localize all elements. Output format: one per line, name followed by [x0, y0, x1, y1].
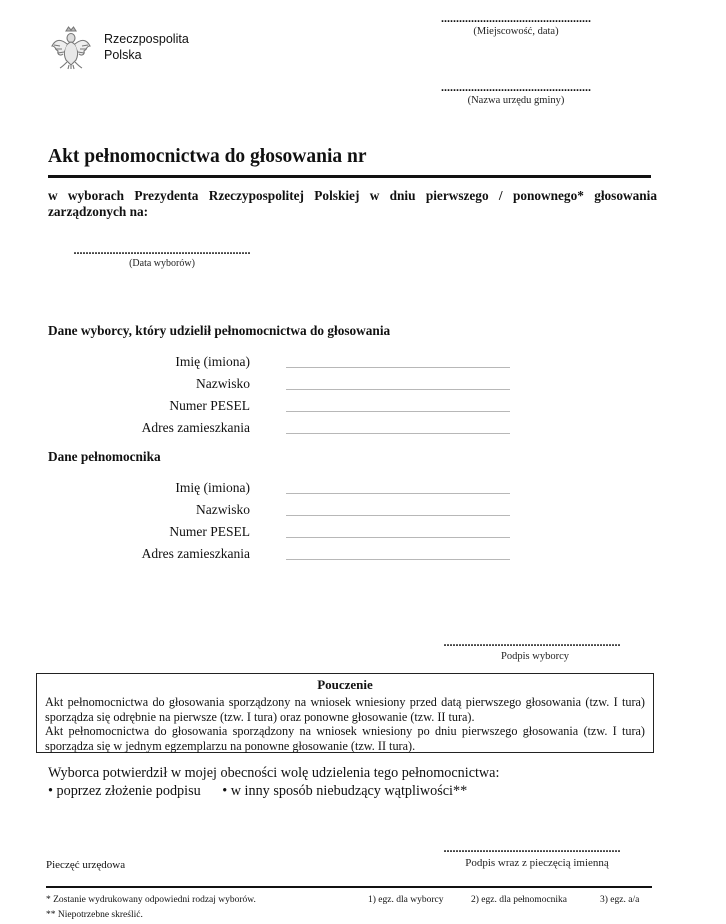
voter-section-heading: Dane wyborcy, który udzielił pełnomocnictwa do głosowania [48, 323, 391, 338]
footer-divider [46, 886, 652, 888]
notice-box [36, 673, 654, 753]
proxy-pesel-label: Numer PESEL [169, 524, 250, 539]
title-divider [48, 175, 651, 178]
voter-signature-caption: Podpis wyborcy [501, 651, 569, 662]
voter-signature-field[interactable] [418, 637, 646, 662]
intro-text: w wyborach Prezydenta Rzeczypospolitej Polskiej w dniu pierwszego / ponownego* głosowania zarządzonych na: [48, 188, 657, 219]
option-signature[interactable]: • poprzez złożenie podpisu [48, 783, 201, 799]
voter-address-label: Adres zamieszkania [141, 420, 250, 435]
confirmation-text: Wyborca potwierdził w mojej obecności wolę udzielenia tego pełnomocnictwa: [48, 765, 500, 781]
proxy-address-field[interactable]: ................................................................................................................ [286, 553, 510, 562]
voter-address-field[interactable]: ................................................................................................................ [286, 427, 510, 436]
office-name-dots: .................................................. [441, 82, 591, 94]
notice-body [45, 695, 645, 753]
election-date-dots: ........................................................... [73, 245, 251, 257]
voter-pesel-label: Numer PESEL [169, 398, 250, 413]
copy-archive: 3) egz. a/a [600, 895, 640, 905]
footnote-strike-out: ** Niepotrzebne skreślić. [46, 910, 143, 920]
voter-surname-label: Nazwisko [196, 376, 250, 391]
voter-signature-dots: ........................................................... [443, 637, 621, 649]
copy-proxy: 2) egz. dla pełnomocnika [471, 895, 568, 905]
country-line-2: Polska [104, 48, 142, 62]
office-name-field[interactable] [418, 82, 614, 106]
proxy-pesel-field[interactable]: ................................................................................................................ [286, 531, 510, 540]
notice-paragraph-2: Akt pełnomocnictwa do głosowania sporządzony na wniosek wniesiony po dniu pierwszego głosowania (tzw. I tura) sporządza się w jednym egzemplarzu na ponowne głosowanie (tzw. II tura). [45, 724, 645, 753]
official-signature-field[interactable] [418, 843, 646, 869]
place-date-field[interactable] [418, 13, 614, 37]
election-date-caption: (Data wyborów) [129, 258, 195, 269]
office-name-caption: (Nazwa urzędu gminy) [467, 95, 565, 106]
voter-surname-field[interactable]: ................................................................................................................ [286, 383, 510, 392]
proxy-first-name-label: Imię (imiona) [175, 480, 250, 495]
voter-first-name-label: Imię (imiona) [175, 354, 250, 369]
footnote-election-type: * Zostanie wydrukowany odpowiedni rodzaj wyborów. [46, 895, 256, 905]
country-name [104, 31, 189, 63]
official-signature-caption: Podpis wraz z pieczęcią imienną [465, 857, 609, 869]
proxy-surname-field[interactable]: ................................................................................................................ [286, 509, 510, 518]
proxy-surname-label: Nazwisko [196, 502, 250, 517]
polish-eagle-emblem-icon [50, 24, 92, 70]
option-other-way[interactable]: • w inny sposób niebudzący wątpliwości** [222, 783, 468, 799]
document-title: Akt pełnomocnictwa do głosowania nr [48, 146, 367, 167]
copy-voter: 1) egz. dla wyborcy [368, 895, 444, 905]
notice-title: Pouczenie [317, 677, 373, 692]
proxy-first-name-field[interactable]: ................................................................................................................ [286, 487, 510, 496]
place-date-caption: (Miejscowość, data) [473, 26, 559, 37]
voter-pesel-field[interactable]: ................................................................................................................ [286, 405, 510, 414]
notice-paragraph-1: Akt pełnomocnictwa do głosowania sporządzony na wniosek wniesiony przed datą pierwszego głosowania (tzw. I tura) sporządza się odrębnie na pierwsze (tzw. I tura) oraz ponowne głosowanie (tzw. II tura). [45, 695, 645, 724]
official-stamp-label: Pieczęć urzędowa [46, 859, 126, 871]
country-line-1: Rzeczpospolita [104, 32, 189, 46]
place-date-dots: .................................................. [441, 13, 591, 25]
voter-first-name-field[interactable]: ................................................................................................................ [286, 361, 510, 370]
proxy-address-label: Adres zamieszkania [141, 546, 250, 561]
election-date-field[interactable] [48, 245, 276, 269]
official-signature-dots: ........................................................... [443, 843, 621, 855]
proxy-section-heading: Dane pełnomocnika [48, 449, 161, 464]
confirmation-options [48, 782, 485, 800]
